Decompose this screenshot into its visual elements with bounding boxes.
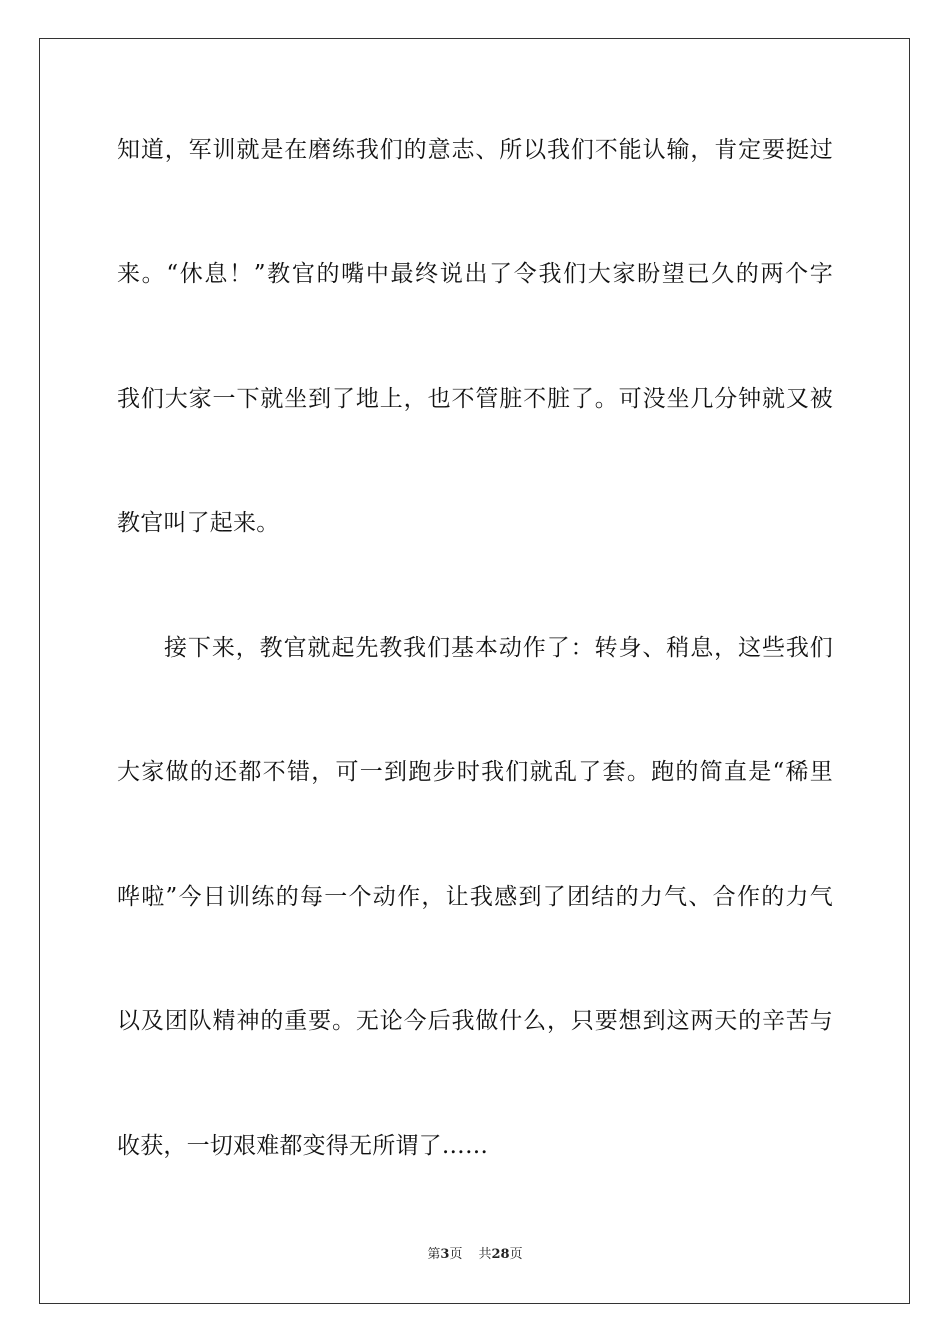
footer-page-number: 3	[440, 1247, 450, 1262]
footer-page-prefix: 第	[427, 1247, 441, 1262]
paragraph-2-line-3: 哗啦”今日训练的每一个动作，让我感到了团结的力气、合作的力气	[117, 884, 833, 910]
footer-page-suffix: 页	[449, 1247, 463, 1262]
page-footer	[0, 1246, 950, 1264]
page-border	[39, 38, 910, 1304]
footer-total-suffix: 页	[509, 1247, 523, 1262]
footer-total-prefix: 共	[478, 1247, 492, 1262]
body-line-2: 来。“休息！”教官的嘴中最终说出了令我们大家盼望已久的两个字	[117, 261, 833, 287]
body-line-3: 我们大家一下就坐到了地上，也不管脏不脏了。可没坐几分钟就又被	[117, 386, 833, 412]
paragraph-2-line-2: 大家做的还都不错，可一到跑步时我们就乱了套。跑的简直是“稀里	[117, 759, 833, 785]
paragraph-2-line-4: 以及团队精神的重要。无论今后我做什么，只要想到这两天的辛苦与	[117, 1008, 833, 1034]
paragraph-2-line-1: 接下来，教官就起先教我们基本动作了：转身、稍息，这些我们	[164, 635, 833, 661]
paragraph-2-line-5: 收获，一切艰难都变得无所谓了……	[117, 1133, 489, 1159]
footer-total-pages: 28	[491, 1247, 510, 1262]
body-line-4: 教官叫了起来。	[117, 510, 280, 536]
body-line-1: 知道，军训就是在磨练我们的意志、所以我们不能认输，肯定要挺过	[117, 137, 833, 163]
